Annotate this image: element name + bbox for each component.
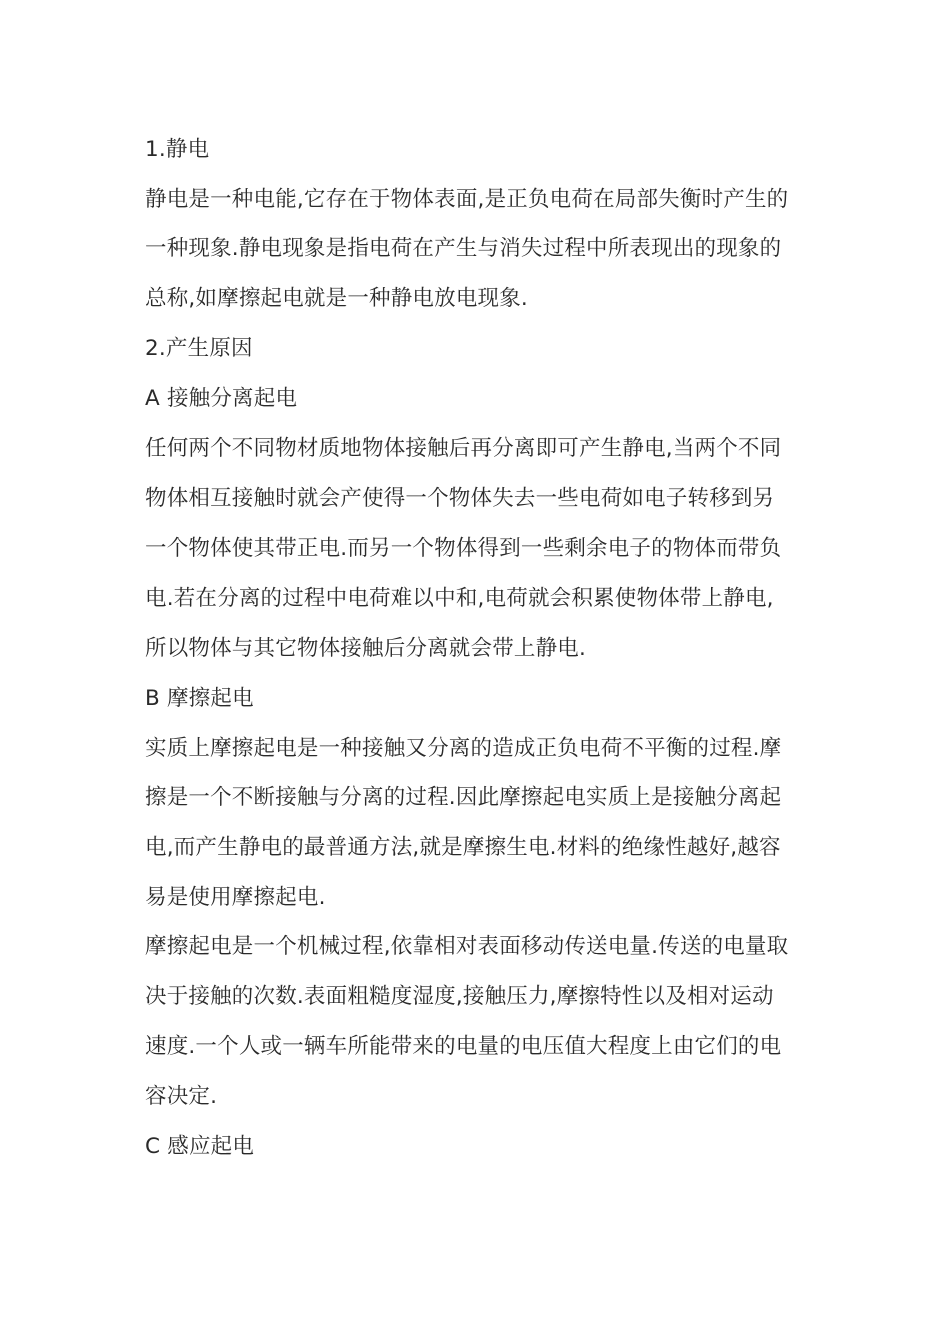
subheading-contact-separation: A 接触分离起电: [145, 386, 298, 411]
paragraph-line: 擦是一个不断接触与分离的过程.因此摩擦起电实质上是接触分离起: [145, 785, 782, 810]
paragraph-line: 一个物体使其带正电.而另一个物体得到一些剩余电子的物体而带负: [145, 536, 782, 561]
subheading-induction: C 感应起电: [145, 1134, 255, 1159]
section-heading-static-electricity: 1.静电: [145, 137, 210, 162]
paragraph-line: 所以物体与其它物体接触后分离就会带上静电.: [145, 636, 587, 661]
paragraph-line: 一种现象.静电现象是指电荷在产生与消失过程中所表现出的现象的: [145, 236, 782, 261]
paragraph-line: 摩擦起电是一个机械过程,依靠相对表面移动传送电量.传送的电量取: [145, 934, 789, 959]
paragraph-line: 速度.一个人或一辆车所能带来的电量的电压值大程度上由它们的电: [145, 1034, 782, 1059]
paragraph-line: 物体相互接触时就会产使得一个物体失去一些电荷如电子转移到另: [145, 486, 775, 511]
paragraph-line: 电,而产生静电的最普通方法,就是摩擦生电.材料的绝缘性越好,越容: [145, 835, 781, 860]
paragraph-line: 任何两个不同物材质地物体接触后再分离即可产生静电,当两个不同: [145, 436, 782, 461]
paragraph-line: 易是使用摩擦起电.: [145, 885, 326, 910]
paragraph-line: 电.若在分离的过程中电荷难以中和,电荷就会积累使物体带上静电,: [145, 586, 774, 611]
subheading-friction: B 摩擦起电: [145, 686, 254, 711]
paragraph-line: 总称,如摩擦起电就是一种静电放电现象.: [145, 286, 528, 311]
paragraph-line: 容决定.: [145, 1084, 218, 1109]
section-heading-causes: 2.产生原因: [145, 336, 253, 361]
paragraph-line: 静电是一种电能,它存在于物体表面,是正负电荷在局部失衡时产生的: [145, 187, 789, 212]
paragraph-line: 决于接触的次数.表面粗糙度湿度,接触压力,摩擦特性以及相对运动: [145, 984, 774, 1009]
paragraph-line: 实质上摩擦起电是一种接触又分离的造成正负电荷不平衡的过程.摩: [145, 736, 782, 761]
